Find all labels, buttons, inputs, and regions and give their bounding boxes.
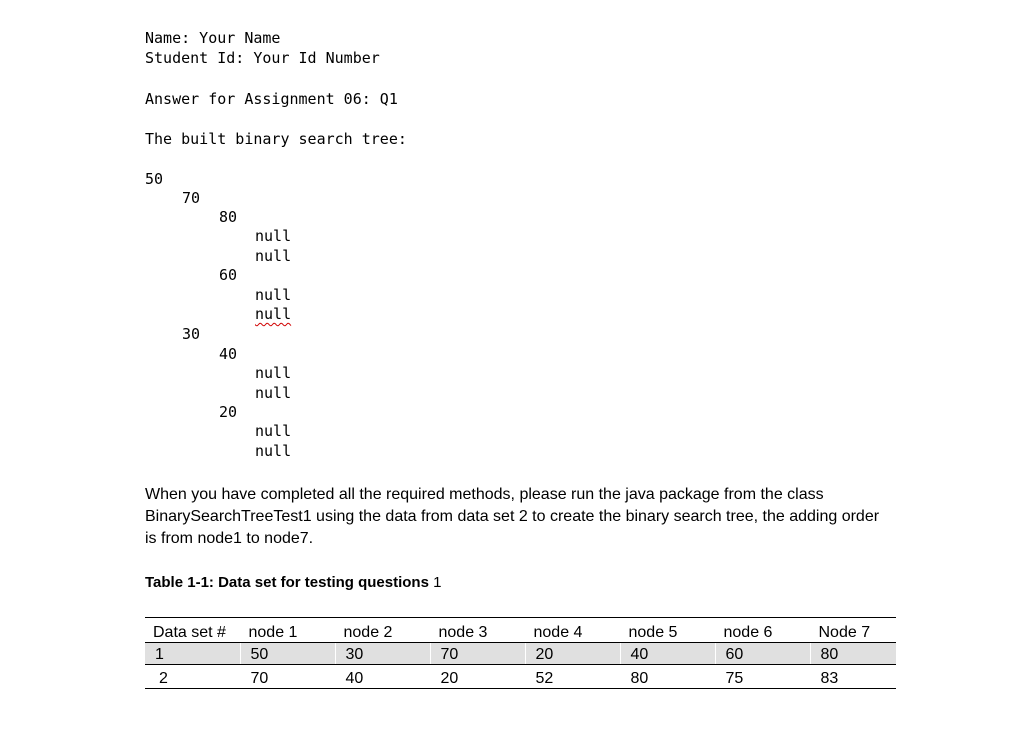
table-cell: 20 bbox=[525, 643, 620, 665]
tree-null: null bbox=[255, 286, 292, 304]
tree-null: null bbox=[255, 364, 292, 382]
table-cell: 50 bbox=[240, 643, 335, 665]
table-caption bbox=[145, 574, 441, 591]
table-cell: 40 bbox=[335, 665, 430, 689]
tree-null: null bbox=[255, 227, 292, 245]
tree-node: 40 bbox=[219, 345, 238, 363]
table-cell: 30 bbox=[335, 643, 430, 665]
table-cell: 60 bbox=[715, 643, 810, 665]
table-row bbox=[145, 665, 896, 689]
table-cell: 20 bbox=[430, 665, 525, 689]
tree-null-spellcheck: null bbox=[255, 305, 292, 323]
tree-null: null bbox=[255, 247, 292, 265]
table-header-row bbox=[145, 618, 896, 643]
table-cell: 80 bbox=[620, 665, 715, 689]
table-row bbox=[145, 643, 896, 665]
table-cell: 52 bbox=[525, 665, 620, 689]
table-cell: 1 bbox=[145, 643, 240, 665]
table-header-cell: node 1 bbox=[240, 618, 335, 643]
tree-node: 60 bbox=[219, 266, 238, 284]
table-header-cell: node 4 bbox=[525, 618, 620, 643]
table-header-cell: node 2 bbox=[335, 618, 430, 643]
table-cell: 75 bbox=[715, 665, 810, 689]
tree-null: null bbox=[255, 384, 292, 402]
table-header-cell: Node 7 bbox=[810, 618, 896, 643]
tree-node: 70 bbox=[182, 189, 201, 207]
tree-node: 20 bbox=[219, 403, 238, 421]
table-cell: 80 bbox=[810, 643, 896, 665]
tree-intro: The built binary search tree: bbox=[145, 130, 407, 148]
tree-node: 30 bbox=[182, 325, 201, 343]
table-header-cell: Data set # bbox=[145, 618, 240, 643]
table-cell: 70 bbox=[240, 665, 335, 689]
student-id-line: Student Id: Your Id Number bbox=[145, 49, 380, 67]
table-header-cell: node 6 bbox=[715, 618, 810, 643]
table-cell: 83 bbox=[810, 665, 896, 689]
table-header-cell: node 3 bbox=[430, 618, 525, 643]
instruction-paragraph: When you have completed all the required methods, please run the java package from the class BinarySearchTreeTest1 using the data from data set 2 to create the binary search tree, the adding order is from node1 to node7. bbox=[145, 486, 880, 547]
table-caption-rest: 1 bbox=[428, 574, 442, 591]
table-cell: 40 bbox=[620, 643, 715, 665]
tree-node: 50 bbox=[145, 170, 164, 188]
table-caption-bold: Table 1-1: Data set for testing questions bbox=[145, 574, 429, 591]
tree-node: 80 bbox=[219, 208, 238, 226]
table-cell: 70 bbox=[430, 643, 525, 665]
answer-heading: Answer for Assignment 06: Q1 bbox=[145, 90, 398, 108]
table-cell: 2 bbox=[145, 665, 240, 689]
tree-null: null bbox=[255, 422, 292, 440]
tree-null: null bbox=[255, 442, 292, 460]
name-line: Name: Your Name bbox=[145, 29, 281, 47]
table-header-cell: node 5 bbox=[620, 618, 715, 643]
data-set-table bbox=[145, 617, 896, 689]
